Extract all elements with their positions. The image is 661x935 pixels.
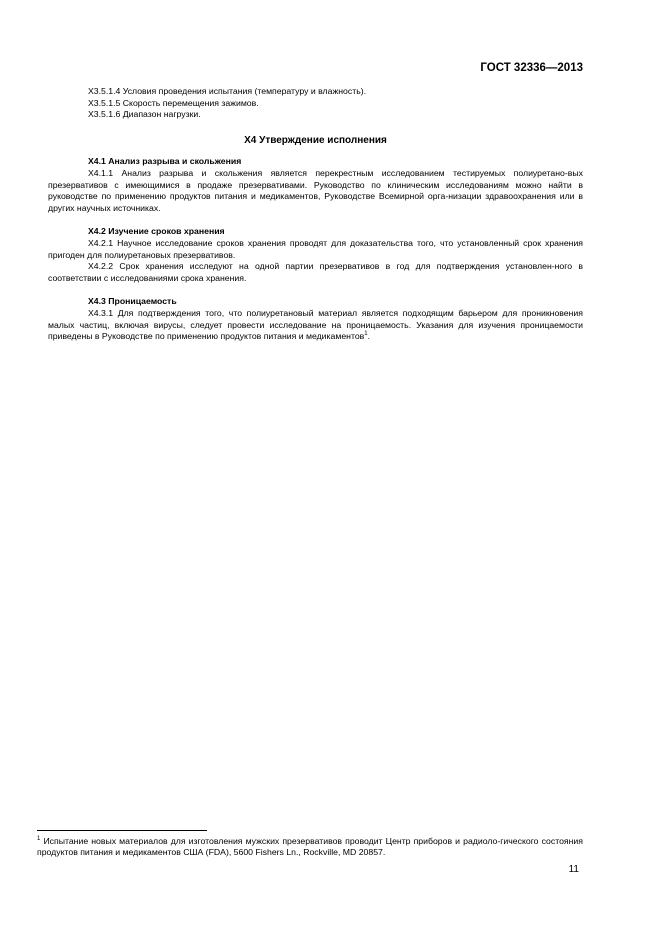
list-item: X3.5.1.5 Скорость перемещения зажимов. <box>88 97 259 108</box>
paragraph: X4.1.1 Анализ разрыва и скольжения является перекрестным исследованием тестируемых полиуретано-вых презервативов с имеющимися в продаже презервативами. Руководство по клиническим исследованиям можно найти в руководстве по применению продуктов питания и медикаментов, Руководстве Всемирной орга-низации здравоохранения или в других научных источниках. <box>48 167 583 213</box>
subsection-x4-3 <box>48 296 583 342</box>
paragraph: X4.2.1 Научное исследование сроков хранения проводят для доказательства того, что установленный срок хранения пригоден для полиуретановых презервативов. <box>48 237 583 260</box>
subsection-title: X4.3 Проницаемость <box>88 296 177 307</box>
footnote <box>37 836 583 859</box>
list-item: X3.5.1.4 Условия проведения испытания (температуру и влажность). <box>88 86 367 96</box>
footnote-reference[interactable]: 1 <box>364 331 368 338</box>
subsection-x4-2 <box>48 226 583 284</box>
subsection-title: X4.1 Анализ разрыва и скольжения <box>88 156 242 167</box>
list-item: X3.5.1.6 Диапазон нагрузки. <box>88 109 201 120</box>
subsection-x4-1 <box>48 156 583 214</box>
standard-id-header: ГОСТ 32336—2013 <box>480 62 583 74</box>
footnote-divider <box>37 830 207 831</box>
section-title-x4: X4 Утверждение исполнения <box>244 134 387 146</box>
paragraph-text: X4.3.1 Для подтверждения того, что полиуретановый материал является подходящим барьером для проникновения малых частиц, включая вирусы, следует провести исследование на проницаемость. Указания для изучения проницаемости приведены в Руководстве по применению продуктов питания и медикаментов <box>48 307 583 342</box>
footnote-marker: 1 <box>37 836 41 843</box>
footnote-text: Испытание новых материалов для изготовления мужских презервативов проводит Центр приборов и радиоло-гического состояния продуктов питания и медикаментов США (FDA), 5600 Fishers Ln., Rockville, MD 20857. <box>37 836 583 858</box>
paragraph <box>48 308 583 343</box>
paragraph-end: . <box>367 331 371 342</box>
x3-items-list <box>48 86 583 121</box>
paragraph: X4.2.2 Срок хранения исследуют на одной партии презервативов в год для подтверждения установлен-ного в соответствии с исследованиями срока хранения. <box>48 261 583 283</box>
subsection-title: X4.2 Изучение сроков хранения <box>88 226 225 237</box>
document-body <box>48 86 583 355</box>
page-number: 11 <box>568 864 579 875</box>
